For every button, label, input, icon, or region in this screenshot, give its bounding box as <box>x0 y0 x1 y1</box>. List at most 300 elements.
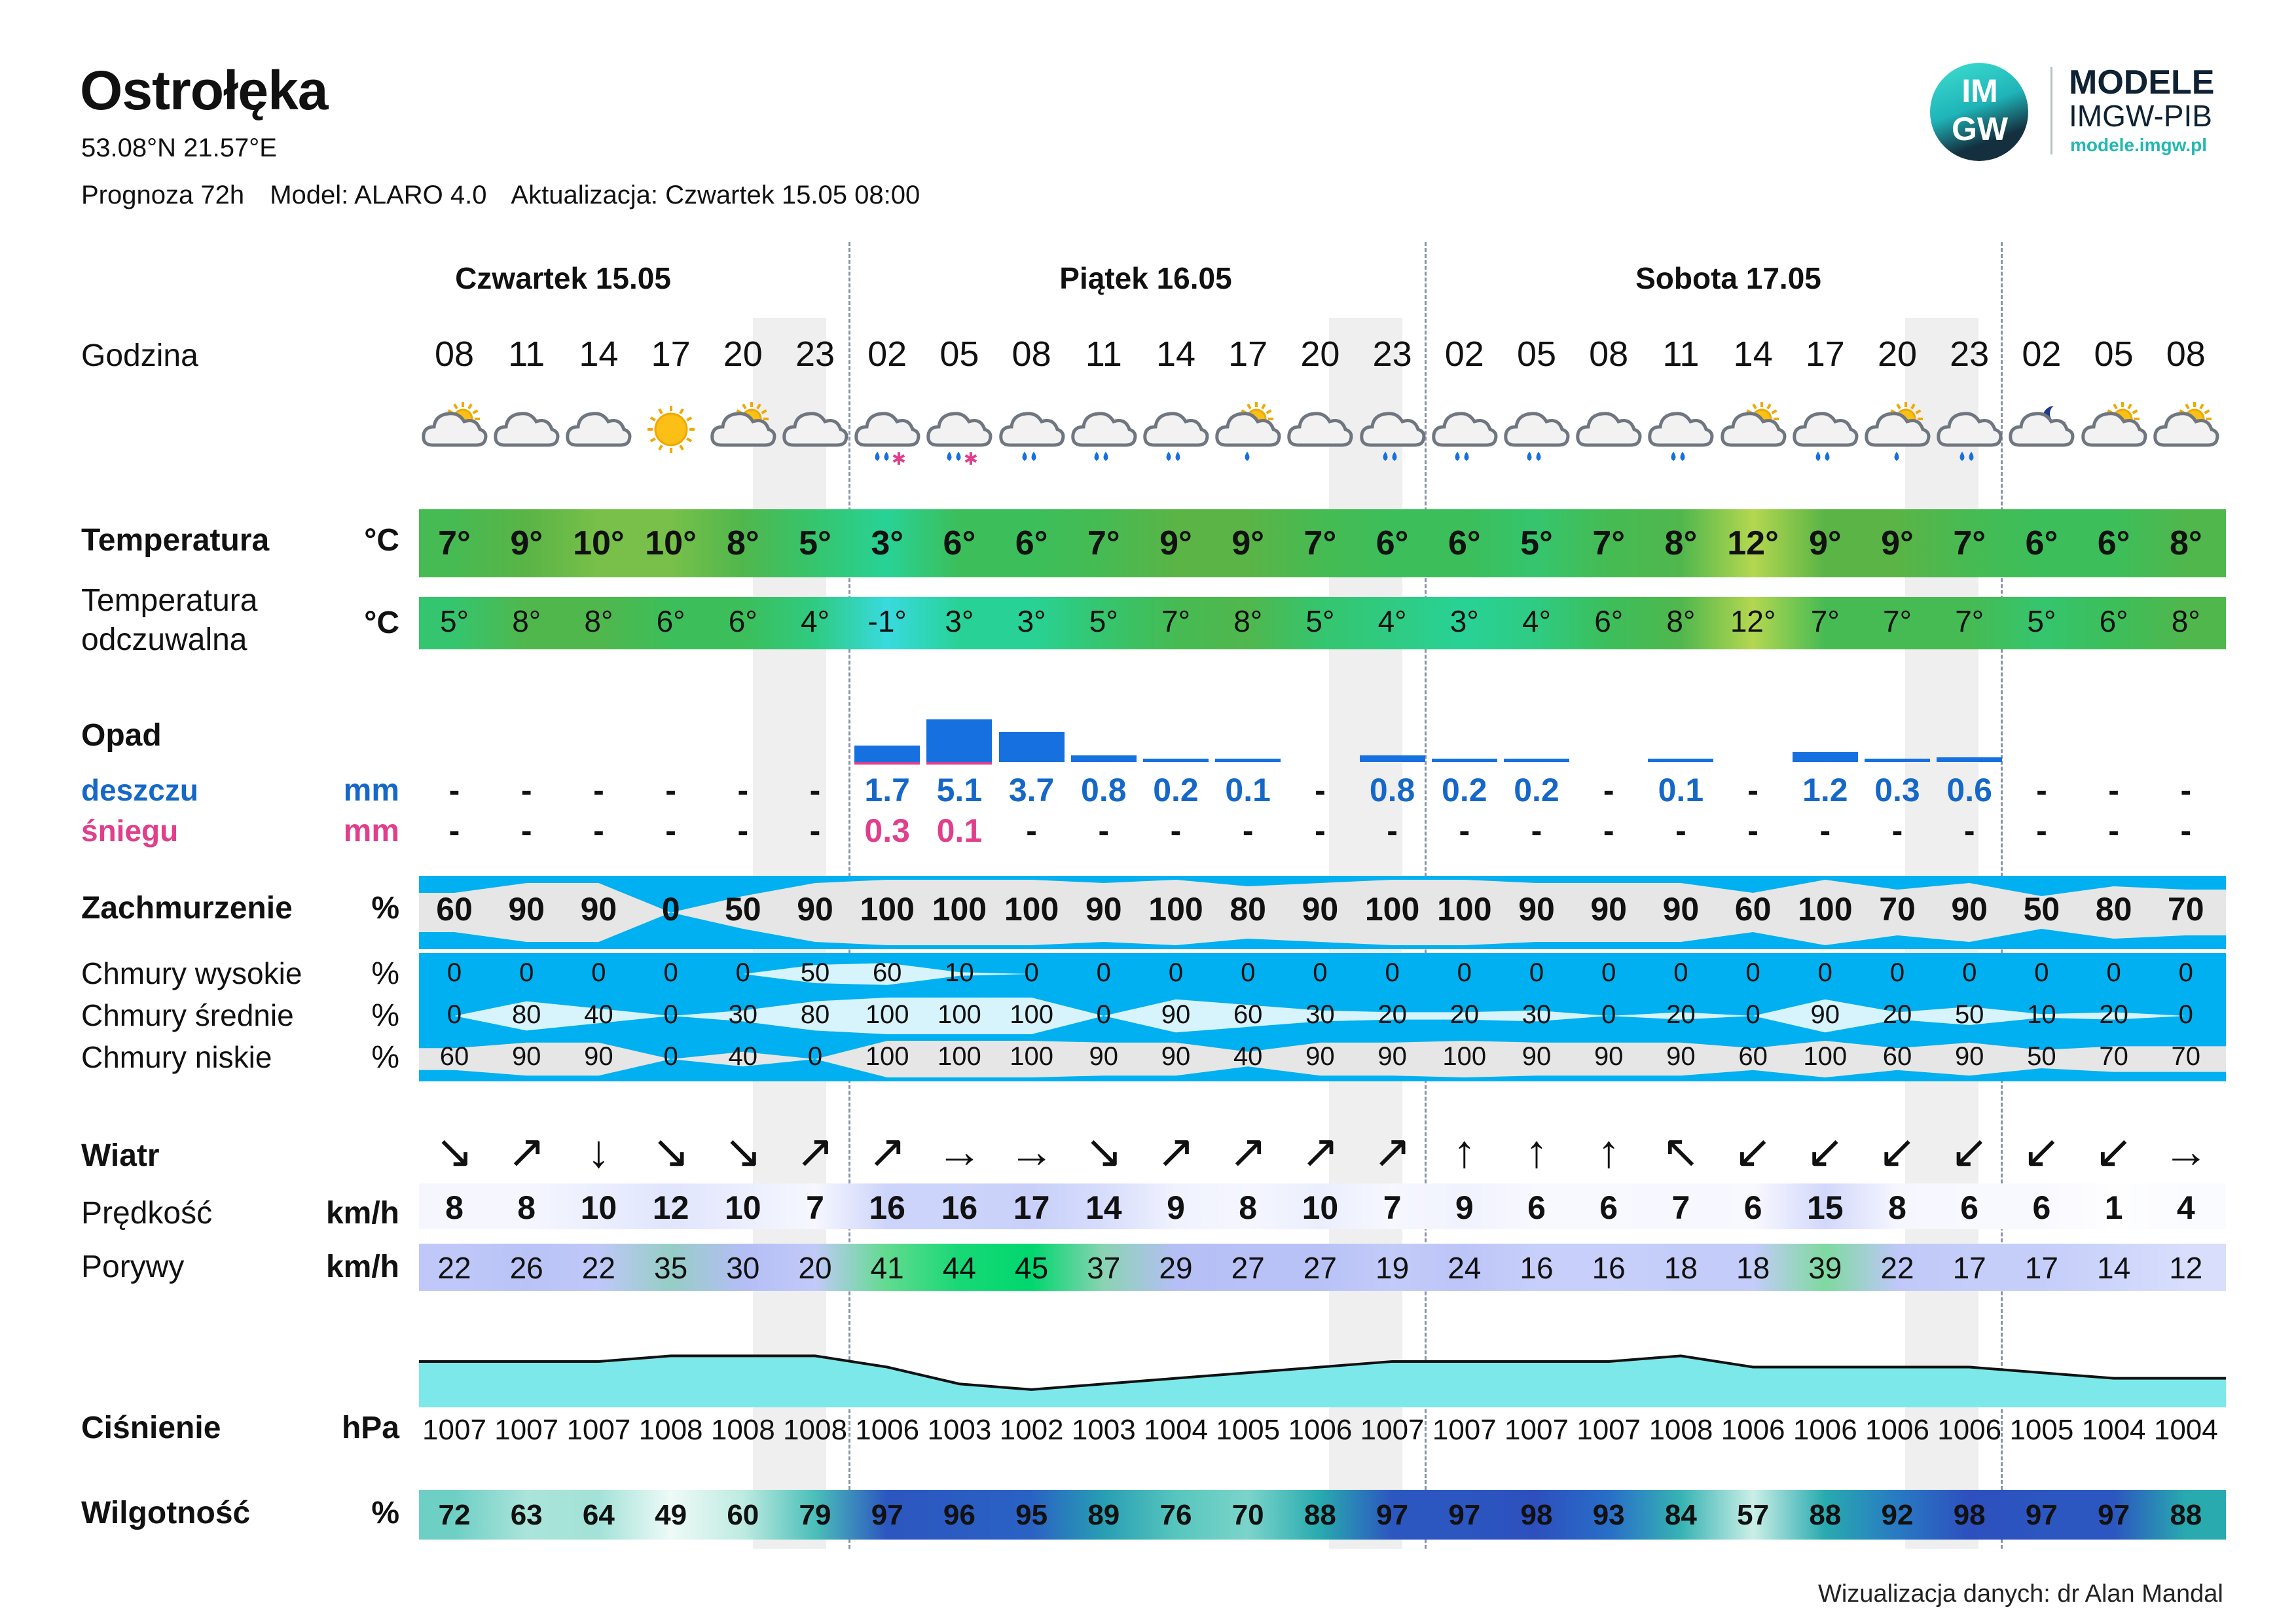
hour-label: 02 <box>2022 334 2062 374</box>
humidity-value: 98 <box>1520 1499 1553 1531</box>
credit: Wizualizacja danych: dr Alan Mandal <box>1818 1580 2223 1608</box>
temperature-value: 9° <box>510 524 543 562</box>
temperature-value: 7° <box>1303 524 1337 562</box>
feels-like-value: 8° <box>584 604 613 638</box>
cloud-high-value: 0 <box>2178 958 2193 987</box>
gust-value: 29 <box>1159 1251 1193 1285</box>
wind-direction-arrow: ↘ <box>651 1126 690 1177</box>
cloud-high-value: 0 <box>1962 958 1977 987</box>
temperature-value: 12° <box>1727 524 1779 562</box>
feels-like-value: 5° <box>1305 604 1335 638</box>
cloud-rain-snow-icon <box>923 397 995 469</box>
pressure-value: 1008 <box>638 1414 703 1446</box>
cloud-low-value: 90 <box>1954 1042 1984 1071</box>
cloud-total-value: 100 <box>1437 891 1492 928</box>
pressure-value: 1004 <box>2081 1414 2146 1446</box>
pressure-area <box>419 1356 2226 1407</box>
cloud-low-value: 90 <box>1089 1042 1119 1071</box>
feels-like-value: 4° <box>1522 604 1551 638</box>
humidity-value: 95 <box>1015 1499 1048 1531</box>
cloud-total-value: 90 <box>1518 891 1555 928</box>
cloud-mid-value: 0 <box>446 1000 462 1029</box>
rain-value: - <box>737 772 749 808</box>
cloud-high-value: 0 <box>519 958 534 987</box>
wind-direction-arrow: ↗ <box>1373 1126 1412 1177</box>
feels-like-value: 6° <box>656 604 685 638</box>
cloud-rain-icon <box>1645 397 1717 469</box>
logo-divider <box>2050 67 2052 154</box>
label-high-clouds: Chmury wysokie <box>81 956 302 990</box>
cloud-mid-value: 80 <box>800 1000 830 1029</box>
precip-bar <box>1360 755 1425 762</box>
gust-value: 35 <box>654 1251 688 1285</box>
wind-direction-arrow: → <box>1008 1126 1055 1177</box>
unit-snow: mm <box>343 814 399 848</box>
partly-cloudy-day-icon <box>2078 397 2150 469</box>
cloud-mid-value: 60 <box>1233 1000 1263 1029</box>
rain-value: - <box>665 772 676 808</box>
temperature-value: 9° <box>1159 524 1192 562</box>
cloud-high-value: 0 <box>1817 958 1832 987</box>
cloud-high-value: 0 <box>1457 958 1472 987</box>
snow-value: - <box>520 812 532 849</box>
rain-value: 0.1 <box>1658 772 1704 808</box>
rain-value: - <box>520 772 532 808</box>
cloud-icon <box>562 397 634 469</box>
pressure-value: 1006 <box>1937 1414 2002 1446</box>
cloud-total-value: 90 <box>580 891 617 928</box>
cloud-mid-value: 0 <box>663 1000 678 1029</box>
wind-speed-value: 8 <box>1239 1189 1258 1226</box>
hour-label: 17 <box>651 334 691 374</box>
pressure-value: 1003 <box>1071 1414 1136 1446</box>
wind-speed-value: 7 <box>806 1189 824 1226</box>
unit-speed: km/h <box>325 1196 399 1231</box>
snow-value: - <box>1459 812 1470 849</box>
feels-like-value: 5° <box>1089 604 1118 638</box>
feels-like-value: 12° <box>1730 604 1776 638</box>
cloud-high-value: 0 <box>735 958 750 987</box>
cloud-total-value: 90 <box>1662 891 1700 928</box>
wind-direction-arrow: ↘ <box>1084 1126 1123 1177</box>
gust-value: 20 <box>798 1251 832 1285</box>
rain-value: - <box>1315 772 1326 808</box>
wind-speed-value: 8 <box>445 1189 464 1226</box>
humidity-value: 76 <box>1159 1499 1192 1531</box>
wind-direction-arrow: ↙ <box>2022 1126 2061 1177</box>
gust-value: 27 <box>1231 1251 1265 1285</box>
feels-like-value: 6° <box>728 604 757 638</box>
wind-speed-value: 12 <box>652 1189 689 1226</box>
rain-value: - <box>593 772 604 808</box>
snow-value: - <box>448 812 460 849</box>
wind-direction-arrow: ↖ <box>1662 1126 1700 1177</box>
wind-direction-arrow: ↗ <box>1156 1126 1195 1177</box>
cloud-low-value: 90 <box>1666 1042 1696 1071</box>
snow-value: - <box>737 812 749 849</box>
cloud-low-value: 60 <box>439 1042 469 1071</box>
unit-high-clouds: % <box>371 956 399 991</box>
wind-speed-value: 16 <box>869 1189 905 1226</box>
cloud-low-value: 90 <box>1305 1042 1335 1071</box>
cloud-total-value: 80 <box>2095 891 2132 928</box>
gust-value: 17 <box>1952 1251 1986 1285</box>
pressure-value: 1006 <box>1793 1414 1857 1446</box>
wind-speed-value: 6 <box>1743 1189 1762 1226</box>
feels-like-value: 8° <box>1233 604 1263 638</box>
snow-value: - <box>1170 812 1182 849</box>
wind-direction-arrow: ↗ <box>1228 1126 1267 1177</box>
gust-value: 37 <box>1087 1251 1121 1285</box>
cloud-mid-value: 30 <box>1305 1000 1335 1029</box>
rain-value: - <box>448 772 460 808</box>
rain-value: - <box>2180 772 2192 808</box>
cloud-low-value: 70 <box>2099 1042 2128 1071</box>
wind-direction-arrow: ↘ <box>723 1126 763 1177</box>
gust-value: 22 <box>437 1251 471 1285</box>
cloud-high-value: 0 <box>2106 958 2121 987</box>
snow-value: 0.1 <box>936 812 983 849</box>
cloud-total-value: 0 <box>661 891 680 928</box>
hour-label: 20 <box>723 334 763 374</box>
cloud-low-value: 100 <box>1442 1042 1487 1071</box>
hour-label: 14 <box>579 334 619 374</box>
precip-bar <box>1143 759 1209 762</box>
cloud-high-value: 0 <box>1024 958 1039 987</box>
temperature-value: 9° <box>1231 524 1265 562</box>
label-speed: Prędkość <box>81 1196 213 1231</box>
unit-low-clouds: % <box>371 1040 399 1075</box>
wind-direction-arrow: ↘ <box>435 1126 474 1177</box>
cloud-rain-icon <box>996 397 1068 469</box>
pressure-chart <box>419 1335 2226 1407</box>
rain-value: 0.3 <box>1874 772 1920 808</box>
gust-value: 24 <box>1448 1251 1482 1285</box>
temperature-value: 8° <box>2169 524 2202 562</box>
pressure-value: 1007 <box>422 1414 486 1446</box>
pressure-value: 1008 <box>783 1414 847 1446</box>
temperature-value: 7° <box>438 524 471 562</box>
hour-label: 05 <box>2094 334 2134 374</box>
label-wind: Wiatr <box>81 1138 160 1173</box>
wind-speed-value: 9 <box>1455 1189 1474 1226</box>
feels-like-value: 6° <box>1594 604 1624 638</box>
wind-speed-value: 4 <box>2176 1189 2195 1226</box>
cloud-low-value: 70 <box>2171 1042 2201 1071</box>
humidity-value: 97 <box>871 1499 903 1531</box>
hour-label: 05 <box>939 334 979 374</box>
rain-value: - <box>2108 772 2119 808</box>
cloud-rain-icon <box>1068 397 1140 469</box>
pressure-value: 1007 <box>566 1414 631 1446</box>
partly-cloudy-night-icon <box>2005 397 2077 469</box>
wind-speed-value: 15 <box>1806 1189 1844 1226</box>
pressure-value: 1007 <box>494 1414 559 1446</box>
cloud-low-value: 90 <box>511 1042 541 1071</box>
humidity-value: 70 <box>1231 1499 1264 1531</box>
humidity-value: 79 <box>799 1499 831 1531</box>
location-coords: 53.08°N 21.57°E <box>81 134 277 162</box>
rain-value: 0.2 <box>1442 772 1487 808</box>
precip-bar <box>1793 752 1858 762</box>
temperature-value: 6° <box>943 524 976 562</box>
rain-value: 5.1 <box>936 772 983 808</box>
feels-like-value: 7° <box>1955 604 1984 638</box>
gust-value: 41 <box>870 1251 904 1285</box>
wind-speed-value: 8 <box>1888 1189 1906 1226</box>
cloud-mid-value: 0 <box>2178 1000 2193 1029</box>
rain-value: 0.8 <box>1369 772 1415 808</box>
temperature-value: 8° <box>726 524 759 562</box>
cloud-rain-icon <box>1789 397 1861 469</box>
hour-label: 08 <box>1589 334 1629 374</box>
unit-pressure: hPa <box>341 1411 399 1445</box>
partly-cloudy-day-icon <box>418 397 490 469</box>
svg-text:✱: ✱ <box>964 450 979 469</box>
snow-value: - <box>2036 812 2047 849</box>
cloud-low-value: 90 <box>1522 1042 1552 1071</box>
cloud-high-value: 0 <box>1385 958 1400 987</box>
cloud-mid-value: 20 <box>1882 1000 1912 1029</box>
cloud-total-value: 60 <box>1734 891 1772 928</box>
cloud-total-value: 100 <box>932 891 987 928</box>
label-low-clouds: Chmury niskie <box>81 1040 272 1074</box>
cloud-high-value: 0 <box>1889 958 1905 987</box>
forecast-meta <box>81 181 938 210</box>
feels-like-value: 7° <box>1810 604 1840 638</box>
pressure-value: 1005 <box>1216 1414 1281 1446</box>
hour-label: 23 <box>1372 334 1412 374</box>
unit-mid-clouds: % <box>371 998 399 1033</box>
cloud-icon <box>1573 397 1645 469</box>
forecast-range: Prognoza 72h <box>81 181 245 209</box>
feels-like-value: 5° <box>2027 604 2056 638</box>
humidity-value: 49 <box>655 1499 687 1531</box>
cloud-low-value: 60 <box>1882 1042 1912 1071</box>
pressure-value: 1006 <box>1288 1414 1353 1446</box>
wind-direction-arrow: ↙ <box>1950 1126 1989 1177</box>
precip-bar <box>1215 759 1281 762</box>
label-humidity: Wilgotność <box>81 1496 251 1530</box>
feels-like-value: 5° <box>440 604 469 638</box>
cloud-low-value: 0 <box>663 1042 678 1071</box>
wind-speed-value: 17 <box>1013 1189 1050 1226</box>
cloud-high-value: 0 <box>446 958 462 987</box>
cloud-high-value: 10 <box>945 958 974 987</box>
wind-speed-value: 16 <box>941 1189 978 1226</box>
temperature-value: 6° <box>2097 524 2130 562</box>
cloud-low-value: 100 <box>865 1042 909 1071</box>
cloud-rain-icon <box>1501 397 1573 469</box>
humidity-value: 89 <box>1087 1499 1120 1531</box>
temperature-value: 6° <box>1376 524 1409 562</box>
temperature-value: 10° <box>573 524 625 562</box>
feels-like-value: -1° <box>867 604 907 638</box>
cloud-rain-icon <box>1357 397 1429 469</box>
feels-like-value: 3° <box>945 604 974 638</box>
precip-bar <box>1071 755 1137 762</box>
cloud-rain-icon <box>1429 397 1501 469</box>
cloud-low-value: 90 <box>1161 1042 1191 1071</box>
feels-like-value: 4° <box>801 604 829 638</box>
snow-value: - <box>665 812 676 849</box>
wind-direction-arrow: ↙ <box>1806 1126 1845 1177</box>
cloud-low-value: 40 <box>728 1042 758 1071</box>
snow-value: - <box>1315 812 1326 849</box>
wind-speed-value: 1 <box>2104 1189 2123 1226</box>
cloud-high-value: 60 <box>872 958 902 987</box>
cloud-high-value: 50 <box>800 958 830 987</box>
hour-label: 17 <box>1228 334 1268 374</box>
cloud-mid-value: 80 <box>511 1000 541 1029</box>
label-precip: Opad <box>81 718 162 753</box>
cloud-mid-value: 20 <box>1377 1000 1407 1029</box>
cloud-mid-value: 20 <box>2099 1000 2128 1029</box>
hour-label: 23 <box>1950 334 1990 374</box>
hour-label: 05 <box>1516 334 1557 374</box>
temperature-value: 7° <box>1592 524 1626 562</box>
wind-direction-arrow: ↑ <box>1525 1126 1548 1177</box>
cloud-low-value: 100 <box>1010 1042 1053 1071</box>
wind-speed-value: 10 <box>1302 1189 1339 1226</box>
cloud-low-value: 60 <box>1738 1042 1768 1071</box>
humidity-value: 98 <box>1953 1499 1986 1531</box>
temperature-value: 6° <box>1448 524 1481 562</box>
pressure-value: 1005 <box>2009 1414 2074 1446</box>
feels-like-value: 7° <box>1883 604 1912 638</box>
cloud-high-value: 0 <box>2034 958 2049 987</box>
humidity-value: 92 <box>1881 1499 1914 1531</box>
rain-value: 0.2 <box>1153 772 1199 808</box>
temperature-value: 5° <box>799 524 831 562</box>
cloud-total-value: 60 <box>436 891 473 928</box>
snow-value: 0.3 <box>864 812 910 849</box>
pressure-value: 1006 <box>1865 1414 1929 1446</box>
cloud-low-value: 100 <box>1803 1042 1848 1071</box>
wind-speed-value: 10 <box>724 1189 761 1226</box>
wind-direction-arrow: ↗ <box>507 1126 546 1177</box>
snow-value: - <box>1026 812 1037 849</box>
snow-value: - <box>1675 812 1686 849</box>
cloud-high-value: 0 <box>663 958 678 987</box>
gust-value: 18 <box>1664 1251 1698 1285</box>
hour-label: 08 <box>1011 334 1051 374</box>
wind-speed-value: 7 <box>1671 1189 1690 1226</box>
label-temperature: Temperatura <box>81 523 270 558</box>
cloud-mid-value: 10 <box>2027 1000 2056 1029</box>
feels-like-value: 6° <box>2099 604 2128 638</box>
cloud-mid-value: 40 <box>584 1000 613 1029</box>
cloud-icon <box>490 397 562 469</box>
feels-like-value: 8° <box>2171 604 2200 638</box>
cloud-total-value: 100 <box>1364 891 1420 928</box>
cloud-rain-snow-icon <box>851 397 923 469</box>
cloud-total-value: 80 <box>1230 891 1266 928</box>
partly-cloudy-day-rain-icon <box>1212 397 1284 469</box>
cloud-total-value: 50 <box>2023 891 2060 928</box>
cloud-rain-icon <box>1140 397 1212 469</box>
rain-value: 3.7 <box>1008 772 1055 808</box>
temperature-value: 9° <box>1808 524 1842 562</box>
pressure-value: 1003 <box>927 1414 992 1446</box>
cloud-total-value: 100 <box>860 891 915 928</box>
wind-direction-arrow: ↙ <box>2094 1126 2133 1177</box>
label-cloud: Zachmurzenie <box>81 891 293 926</box>
pressure-value: 1008 <box>710 1414 775 1446</box>
pressure-value: 1008 <box>1649 1414 1713 1446</box>
gust-value: 26 <box>509 1251 543 1285</box>
wind-speed-value: 7 <box>1383 1189 1402 1226</box>
snow-value: - <box>1098 812 1110 849</box>
cloud-mid-value: 30 <box>728 1000 758 1029</box>
cloud-total-value: 90 <box>797 891 833 928</box>
snow-value: - <box>1531 812 1542 849</box>
pressure-value: 1007 <box>1360 1414 1425 1446</box>
imgw-logo[interactable] <box>1930 63 2225 161</box>
logo-url[interactable]: modele.imgw.pl <box>2070 135 2207 155</box>
humidity-value: 88 <box>1303 1499 1336 1531</box>
cloud-mid-value: 30 <box>1522 1000 1552 1029</box>
snow-value: - <box>1242 812 1254 849</box>
feels-like-value: 8° <box>1666 604 1696 638</box>
hour-label: 14 <box>1156 334 1196 374</box>
cloud-mid-value: 100 <box>865 1000 909 1029</box>
label-hour: Godzina <box>81 338 198 373</box>
svg-text:✱: ✱ <box>892 450 906 469</box>
precip-bar <box>1937 757 2002 763</box>
cloud-total-value: 70 <box>2167 891 2204 928</box>
label-pressure: Ciśnienie <box>81 1411 221 1445</box>
gust-value: 17 <box>2024 1251 2058 1285</box>
cloud-mid-value: 0 <box>1745 1000 1760 1029</box>
humidity-value: 88 <box>2170 1499 2202 1531</box>
snow-value: - <box>2180 812 2192 849</box>
hour-label: 08 <box>434 334 475 374</box>
wind-direction-arrow: → <box>936 1126 983 1177</box>
feels-like-value: 7° <box>1161 604 1190 638</box>
cloud-mid-value: 20 <box>1449 1000 1480 1029</box>
wind-speed-value: 10 <box>580 1189 617 1226</box>
cloud-total-value: 90 <box>1590 891 1627 928</box>
unit-rain: mm <box>343 773 399 808</box>
humidity-value: 93 <box>1592 1499 1625 1531</box>
cloud-low-value: 0 <box>807 1042 823 1071</box>
wind-direction-arrow: → <box>2162 1126 2209 1177</box>
precip-bar <box>926 719 992 765</box>
wind-direction-arrow: ↑ <box>1453 1126 1476 1177</box>
wind-direction-arrow: ↗ <box>867 1126 907 1177</box>
hour-label: 02 <box>1444 334 1484 374</box>
gust-value: 27 <box>1303 1251 1337 1285</box>
day-header-friday: Piątek 16.05 <box>1059 261 1232 295</box>
partly-cloudy-day-icon <box>2150 397 2222 469</box>
cloud-total-value: 90 <box>1302 891 1339 928</box>
cloud-low-value: 90 <box>1377 1042 1407 1071</box>
cloud-mid-value: 50 <box>1954 1000 1984 1029</box>
sun-icon <box>635 397 707 469</box>
rain-value: - <box>1603 772 1614 808</box>
gust-value: 39 <box>1808 1251 1842 1285</box>
model-name: Model: ALARO 4.0 <box>270 181 487 209</box>
gust-value: 45 <box>1015 1251 1049 1285</box>
cloud-total-value: 50 <box>724 891 761 928</box>
precip-bar <box>999 732 1065 762</box>
humidity-value: 60 <box>727 1499 759 1531</box>
label-mid-clouds: Chmury średnie <box>81 998 294 1032</box>
logo-title: MODELE <box>2069 63 2215 101</box>
rain-value: - <box>2036 772 2047 808</box>
rain-value: 0.8 <box>1081 772 1127 808</box>
